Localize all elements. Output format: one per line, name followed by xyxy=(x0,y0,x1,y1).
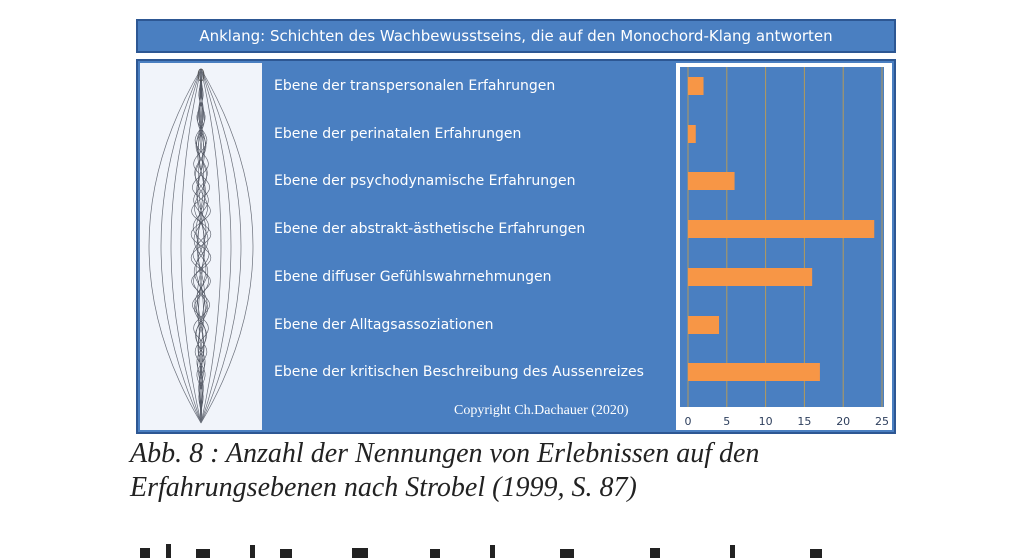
figure-frame xyxy=(136,59,896,434)
bar xyxy=(688,172,735,190)
bar-chart-panel xyxy=(676,63,892,430)
bar-chart xyxy=(676,63,892,430)
x-tick-label: 25 xyxy=(875,415,889,428)
caption-line-1: Abb. 8 : Anzahl der Nennungen von Erlebnissen auf den xyxy=(130,438,760,469)
x-tick-label: 15 xyxy=(797,415,812,428)
category-label: Ebene der psychodynamische Erfahrungen xyxy=(274,173,576,189)
cropped-text-fragment xyxy=(130,542,890,558)
category-label: Ebene der transpersonalen Erfahrungen xyxy=(274,78,556,94)
figure-title: Anklang: Schichten des Wachbewusstseins, die auf den Monochord-Klang antworten xyxy=(136,19,896,53)
x-tick-label: 20 xyxy=(836,415,851,428)
bar xyxy=(688,125,696,143)
category-label: Ebene der kritischen Beschreibung des Aussenreizes xyxy=(274,364,644,380)
monochord-string-illustration xyxy=(140,63,262,430)
bar xyxy=(688,268,812,286)
bar xyxy=(688,220,874,238)
bar xyxy=(688,316,719,334)
caption-line-2: Erfahrungsebenen nach Strobel (1999, S. 87) xyxy=(130,472,637,503)
figure-caption xyxy=(130,437,990,505)
outer-curve xyxy=(149,69,201,423)
x-tick-label: 10 xyxy=(758,415,773,428)
monochord-illustration xyxy=(140,63,262,430)
bar xyxy=(688,77,704,95)
bar xyxy=(688,363,820,381)
x-tick-label: 5 xyxy=(723,415,731,428)
category-label: Ebene der Alltagsassoziationen xyxy=(274,317,494,333)
category-label: Ebene der abstrakt-ästhetische Erfahrungen xyxy=(274,221,586,237)
category-labels-panel xyxy=(264,63,676,430)
outer-curve xyxy=(201,69,253,423)
cropped-text-tops xyxy=(130,542,890,558)
x-tick-label: 0 xyxy=(684,415,692,428)
category-label: Ebene diffuser Gefühlswahrnehmungen xyxy=(274,269,552,285)
copyright-notice: Copyright Ch.Dachauer (2020) xyxy=(454,403,629,418)
category-label: Ebene der perinatalen Erfahrungen xyxy=(274,126,522,142)
